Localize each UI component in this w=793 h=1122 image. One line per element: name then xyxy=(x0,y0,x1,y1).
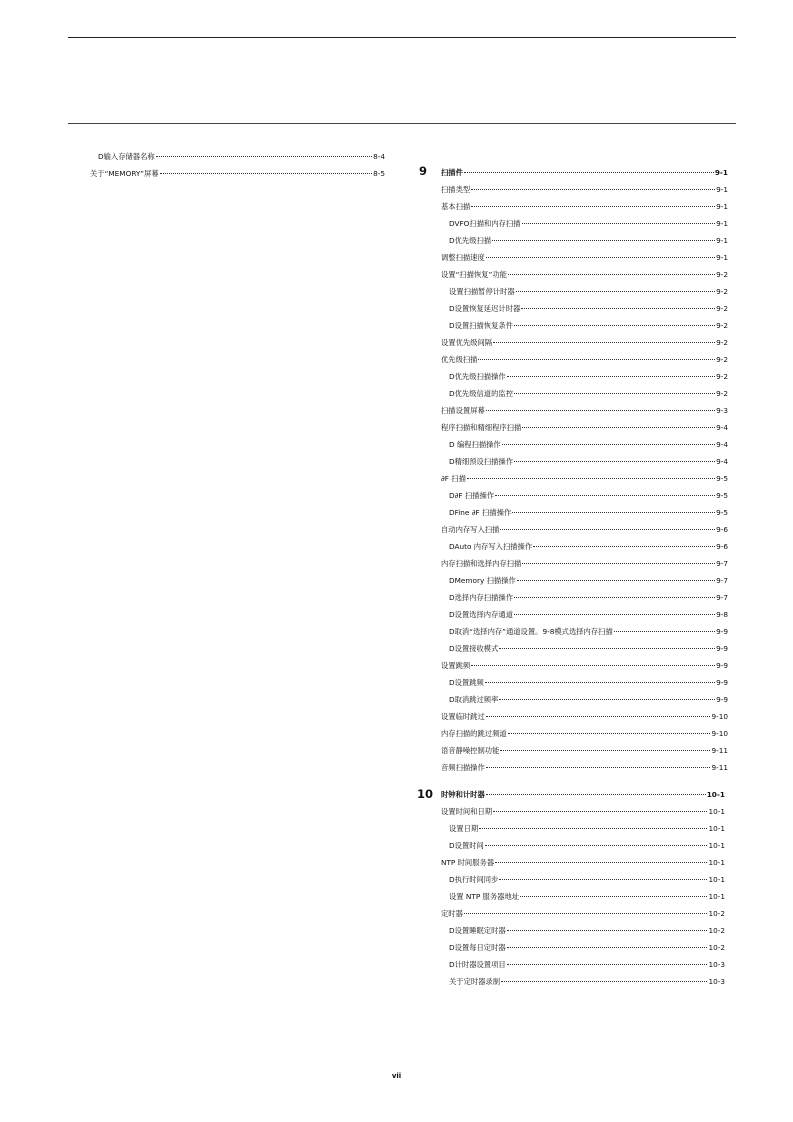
toc-entry[interactable] xyxy=(441,728,728,739)
dot-leader xyxy=(514,325,715,326)
dot-leader xyxy=(512,512,715,513)
toc-entry-title: 设置扫描暂停计时器 xyxy=(449,287,515,296)
toc-entry-page: 9-1 xyxy=(716,236,728,245)
toc-entry[interactable] xyxy=(98,151,385,162)
toc-entry-page: 9-2 xyxy=(716,304,728,313)
toc-entry[interactable] xyxy=(449,976,725,987)
toc-entry-page: 9-2 xyxy=(716,355,728,364)
toc-entry[interactable] xyxy=(441,337,728,348)
toc-entry-page: 10-1 xyxy=(708,807,725,816)
toc-entry-page: 9-2 xyxy=(716,321,728,330)
toc-entry-page: 9-2 xyxy=(716,287,728,296)
toc-entry-title: 设置临时跳过 xyxy=(441,712,485,721)
toc-entry-title: DMemory 扫描操作 xyxy=(449,576,516,585)
toc-entry[interactable] xyxy=(449,541,728,552)
dot-leader xyxy=(507,930,708,931)
dot-leader xyxy=(486,767,711,768)
toc-entry-title: 设置优先级间隔 xyxy=(441,338,493,347)
toc-entry[interactable] xyxy=(441,762,728,773)
toc-entry-title: 扫描类型 xyxy=(441,185,471,194)
dot-leader xyxy=(508,274,715,275)
toc-entry[interactable] xyxy=(441,857,725,868)
toc-entry-title: 自动内存写入扫描 xyxy=(441,525,500,534)
dot-leader xyxy=(500,529,715,530)
toc-entry-title: 音频扫描操作 xyxy=(441,763,485,772)
toc-entry[interactable] xyxy=(441,908,725,919)
toc-entry-page: 9-4 xyxy=(716,440,728,449)
toc-entry[interactable] xyxy=(449,507,728,518)
toc-entry[interactable] xyxy=(441,184,728,195)
toc-entry[interactable] xyxy=(449,643,728,654)
dot-leader xyxy=(508,733,711,734)
toc-entry-page: 10-1 xyxy=(708,858,725,867)
dot-leader xyxy=(521,308,715,309)
toc-entry-title: 设置跳频 xyxy=(441,661,471,670)
toc-entry-title: NTP 时间服务器 xyxy=(441,858,495,867)
toc-entry-title: 设置“扫描恢复”功能 xyxy=(441,270,507,279)
toc-entry-title: D输入存储器名称 xyxy=(98,152,155,161)
toc-entry[interactable] xyxy=(441,558,728,569)
footer-page-number: vii xyxy=(391,1072,402,1080)
toc-entry-page: 9-9 xyxy=(716,695,728,704)
toc-entry[interactable] xyxy=(449,575,728,586)
toc-entry-title: 时钟和计时器 xyxy=(441,790,485,799)
toc-entry-page: 9-9 xyxy=(716,678,728,687)
toc-entry-page: 9-5 xyxy=(716,508,728,517)
toc-entry-title: D设置跳频 xyxy=(449,678,484,687)
toc-entry-title: D设置接收模式 xyxy=(449,644,499,653)
toc-entry-title: 程序扫描和精细程序扫描 xyxy=(441,423,522,432)
dot-leader xyxy=(507,376,715,377)
toc-entry[interactable] xyxy=(441,789,725,800)
dot-leader xyxy=(486,410,715,411)
toc-entry-page: 9-1 xyxy=(716,253,728,262)
dot-leader xyxy=(478,359,715,360)
toc-entry[interactable] xyxy=(449,490,728,501)
toc-entry-page: 9-8 xyxy=(716,610,728,619)
dot-leader xyxy=(471,665,715,666)
toc-entry[interactable] xyxy=(441,711,728,722)
toc-entry-page: 10-3 xyxy=(708,960,725,969)
dot-leader xyxy=(514,393,715,394)
toc-entry-page: 9-9 xyxy=(716,644,728,653)
toc-entry[interactable] xyxy=(90,168,385,179)
toc-entry-title: 关于定时器录制 xyxy=(449,977,501,986)
toc-entry-title: D执行时间同步 xyxy=(449,875,499,884)
header-rule xyxy=(68,123,736,124)
toc-entry-page: 9-10 xyxy=(711,729,728,738)
dot-leader xyxy=(485,682,715,683)
dot-leader xyxy=(514,461,715,462)
toc-entry[interactable] xyxy=(441,422,728,433)
toc-entry-title: D设置睡眠定时器 xyxy=(449,926,506,935)
toc-entry-title: 关于“MEMORY”屏幕 xyxy=(90,169,159,178)
toc-entry-title: D∂F 扫描操作 xyxy=(449,491,495,500)
toc-entry-page: 9-4 xyxy=(716,423,728,432)
dot-leader xyxy=(614,631,715,632)
toc-entry[interactable] xyxy=(441,269,728,280)
dot-leader xyxy=(522,427,715,428)
toc-entry[interactable] xyxy=(449,942,725,953)
toc-entry[interactable] xyxy=(441,252,728,263)
toc-entry-title: 优先级扫描 xyxy=(441,355,478,364)
dot-leader xyxy=(502,444,715,445)
toc-entry-page: 9-9 xyxy=(716,661,728,670)
dot-leader xyxy=(486,716,711,717)
dot-leader xyxy=(493,342,715,343)
dot-leader xyxy=(516,291,715,292)
toc-entry[interactable] xyxy=(449,677,728,688)
toc-entry-title: ∂F 扫描 xyxy=(441,474,466,483)
toc-entry[interactable] xyxy=(441,745,728,756)
toc-entry-page: 9-2 xyxy=(716,338,728,347)
toc-entry-title: D设置时间 xyxy=(449,841,484,850)
dot-leader xyxy=(500,750,710,751)
toc-entry[interactable] xyxy=(449,286,728,297)
toc-entry[interactable] xyxy=(449,694,728,705)
toc-entry[interactable] xyxy=(441,405,728,416)
toc-entry[interactable] xyxy=(449,439,728,450)
toc-entry-page: 8-5 xyxy=(373,169,385,178)
toc-entry-title: D优先级扫描操作 xyxy=(449,372,506,381)
toc-entry[interactable] xyxy=(449,626,728,637)
toc-entry-title: D 编程扫描操作 xyxy=(449,440,501,449)
toc-entry-title: 语音静噪控制功能 xyxy=(441,746,500,755)
toc-entry-page: 10-2 xyxy=(708,943,725,952)
toc-entry[interactable] xyxy=(441,201,728,212)
toc-entry[interactable] xyxy=(449,874,725,885)
toc-entry-title: D设置选择内存通道 xyxy=(449,610,513,619)
toc-entry-title: D设置扫描恢复条件 xyxy=(449,321,513,330)
toc-entry-title: D优先级信道的监控 xyxy=(449,389,513,398)
toc-entry[interactable] xyxy=(449,959,725,970)
toc-entry-page: 9-10 xyxy=(711,712,728,721)
toc-entry-title: DVFO扫描和内存扫描 xyxy=(449,219,521,228)
toc-entry[interactable] xyxy=(449,925,725,936)
dot-leader xyxy=(479,828,707,829)
toc-entry-page: 9-1 xyxy=(714,168,728,177)
toc-entry-page: 9-11 xyxy=(711,746,728,755)
toc-entry-page: 9-2 xyxy=(716,372,728,381)
toc-entry-page: 10-1 xyxy=(706,790,725,799)
toc-entry-page: 9-7 xyxy=(716,576,728,585)
toc-entry-page: 10-1 xyxy=(708,841,725,850)
toc-entry[interactable] xyxy=(449,823,725,834)
toc-entry-title: 定时器 xyxy=(441,909,463,918)
toc-entry-title: 调整扫描速度 xyxy=(441,253,485,262)
dot-leader xyxy=(520,896,707,897)
dot-leader xyxy=(471,206,715,207)
dot-leader xyxy=(501,981,707,982)
toc-entry-page: 9-6 xyxy=(716,525,728,534)
toc-entry[interactable] xyxy=(441,660,728,671)
toc-entry-title: 设置 NTP 服务器地址 xyxy=(449,892,520,901)
toc-entry-title: D设置每日定时器 xyxy=(449,943,506,952)
dot-leader xyxy=(507,964,708,965)
toc-entry-title: 设置时间和日期 xyxy=(441,807,493,816)
toc-entry-title: D优先级扫描 xyxy=(449,236,492,245)
dot-leader xyxy=(514,614,715,615)
toc-entry[interactable] xyxy=(449,840,725,851)
toc-entry-page: 8-4 xyxy=(373,152,385,161)
toc-entry[interactable] xyxy=(441,354,728,365)
dot-leader xyxy=(514,597,715,598)
dot-leader xyxy=(499,879,707,880)
dot-leader xyxy=(499,648,715,649)
toc-entry-title: 内存扫描的跳过频道 xyxy=(441,729,507,738)
toc-entry-title: D选择内存扫描操作 xyxy=(449,593,513,602)
toc-entry-title: 扫描设置屏幕 xyxy=(441,406,485,415)
toc-entry-title: 扫描件 xyxy=(441,168,463,177)
toc-entry-page: 9-11 xyxy=(711,763,728,772)
dot-leader xyxy=(507,947,708,948)
toc-entry[interactable] xyxy=(441,473,728,484)
dot-leader xyxy=(495,495,715,496)
dot-leader xyxy=(467,478,715,479)
toc-entry[interactable] xyxy=(441,167,728,178)
dot-leader xyxy=(517,580,715,581)
toc-entry[interactable] xyxy=(449,592,728,603)
toc-entry-title: D取消跳过频率 xyxy=(449,695,499,704)
toc-entry[interactable] xyxy=(449,891,725,902)
toc-entry[interactable] xyxy=(449,609,728,620)
dot-leader xyxy=(492,240,715,241)
toc-entry-page: 9-3 xyxy=(716,406,728,415)
toc-entry-title: DFine ∂F 扫描操作 xyxy=(449,508,512,517)
chapter-10-number: 10 xyxy=(417,787,434,801)
toc-entry-page: 9-7 xyxy=(716,593,728,602)
dot-leader xyxy=(486,794,706,795)
toc-entry-page: 10-2 xyxy=(708,926,725,935)
toc-entry-page: 10-2 xyxy=(708,909,725,918)
dot-leader xyxy=(471,189,715,190)
toc-entry[interactable] xyxy=(449,235,728,246)
toc-entry-page: 9-2 xyxy=(716,389,728,398)
toc-entry[interactable] xyxy=(449,388,728,399)
dot-leader xyxy=(486,257,715,258)
dot-leader xyxy=(522,223,716,224)
toc-entry-page: 9-4 xyxy=(716,457,728,466)
toc-entry-page: 9-1 xyxy=(716,202,728,211)
dot-leader xyxy=(522,563,715,564)
toc-entry-page: 10-1 xyxy=(708,875,725,884)
chapter-9-number: 9 xyxy=(419,164,428,178)
toc-entry[interactable] xyxy=(449,303,728,314)
toc-entry-page: 9-1 xyxy=(716,185,728,194)
toc-entry[interactable] xyxy=(441,524,728,535)
dot-leader xyxy=(499,699,715,700)
toc-entry-page: 9-5 xyxy=(716,491,728,500)
toc-entry[interactable] xyxy=(449,218,728,229)
toc-entry-page: 9-7 xyxy=(716,559,728,568)
dot-leader xyxy=(160,173,372,174)
toc-entry-title: DAuto 内存写入扫描操作 xyxy=(449,542,533,551)
dot-leader xyxy=(464,913,708,914)
dot-leader xyxy=(495,862,707,863)
dot-leader xyxy=(464,172,714,173)
toc-entry[interactable] xyxy=(441,806,725,817)
toc-entry-page: 9-9 xyxy=(716,627,728,636)
toc-entry[interactable] xyxy=(449,456,728,467)
toc-entry-page: 9-6 xyxy=(716,542,728,551)
toc-entry-page: 9-1 xyxy=(716,219,728,228)
toc-entry-page: 9-5 xyxy=(716,474,728,483)
toc-entry-page: 10-1 xyxy=(708,824,725,833)
toc-entry-page: 10-1 xyxy=(708,892,725,901)
dot-leader xyxy=(493,811,707,812)
toc-entry-title: 基本扫描 xyxy=(441,202,471,211)
dot-leader xyxy=(533,546,715,547)
toc-entry-title: D设置恢复延迟计时器 xyxy=(449,304,521,313)
toc-entry-title: 内存扫描和选择内存扫描 xyxy=(441,559,522,568)
dot-leader xyxy=(156,156,372,157)
toc-entry-page: 10-3 xyxy=(708,977,725,986)
toc-entry-title: D计时器设置项目 xyxy=(449,960,506,969)
toc-entry[interactable] xyxy=(449,371,728,382)
dot-leader xyxy=(485,845,708,846)
toc-entry-title: D取消“选择内存”通道设置。9-8模式选择内存扫描 xyxy=(449,627,613,636)
toc-entry-page: 9-2 xyxy=(716,270,728,279)
toc-entry-title: D精细预设扫描操作 xyxy=(449,457,513,466)
toc-entry[interactable] xyxy=(449,320,728,331)
toc-entry-title: 设置日期 xyxy=(449,824,479,833)
top-rule xyxy=(68,37,736,38)
